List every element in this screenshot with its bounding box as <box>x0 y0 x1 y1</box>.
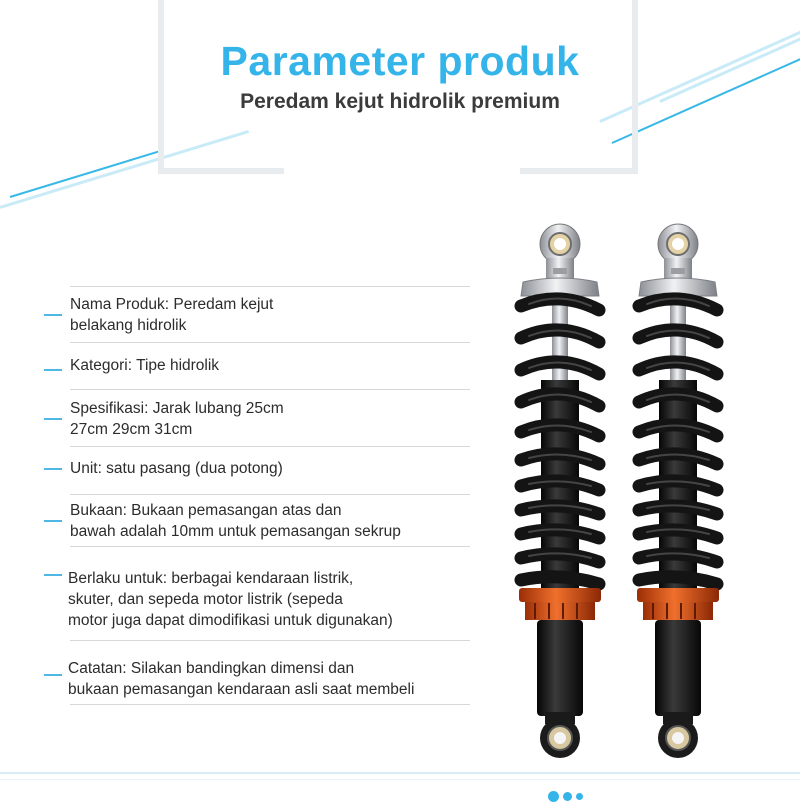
divider <box>70 446 470 447</box>
spec-text: Unit: satu pasang (dua potong) <box>70 460 283 477</box>
spec-text: skuter, dan sepeda motor listrik (sepeda <box>68 591 343 608</box>
spec-text: belakang hidrolik <box>70 317 187 334</box>
spec-text: Kategori: Tipe hidrolik <box>70 357 220 374</box>
spec-text: Berlaku untuk: berbagai kendaraan listrik, <box>68 570 354 587</box>
spec-text: Spesifikasi: Jarak lubang 25cm <box>70 400 284 417</box>
bottom-divider <box>0 779 800 780</box>
spec-text: bawah adalah 10mm untuk pemasangan sekrup <box>70 523 401 540</box>
divider <box>70 342 470 343</box>
bullet-dash <box>44 674 62 676</box>
spec-text: Catatan: Silakan bandingkan dimensi dan <box>68 660 355 677</box>
bottom-divider <box>0 772 800 774</box>
spec-text: 27cm 29cm 31cm <box>70 421 193 438</box>
divider <box>70 546 470 547</box>
title-frame <box>158 0 638 174</box>
divider <box>70 286 470 287</box>
carousel-dots <box>548 788 587 800</box>
divider <box>70 389 470 390</box>
title-frame-gap <box>284 166 520 178</box>
spec-text: bukaan pemasangan kendaraan asli saat membeli <box>68 681 415 698</box>
spec-text: motor juga dapat dimodifikasi untuk digunakan) <box>68 612 393 629</box>
bullet-dash <box>44 468 62 470</box>
shock-absorber-right <box>637 224 719 758</box>
shock-absorber-left <box>519 224 601 758</box>
bullet-dash <box>44 369 62 371</box>
bullet-dash <box>44 418 62 420</box>
page-subtitle: Peredam kejut hidrolik premium <box>240 90 560 113</box>
spec-text: Bukaan: Bukaan pemasangan atas dan <box>70 502 342 519</box>
page-title: Parameter produk <box>220 38 580 84</box>
decorative-line <box>10 149 164 198</box>
divider <box>70 640 470 641</box>
divider <box>70 494 470 495</box>
bullet-dash <box>44 520 62 522</box>
bullet-dash <box>44 314 62 316</box>
spec-text: Nama Produk: Peredam kejut <box>70 296 274 313</box>
bullet-dash <box>44 574 62 576</box>
shock-absorber-pair-image <box>505 220 740 770</box>
divider <box>70 704 470 705</box>
